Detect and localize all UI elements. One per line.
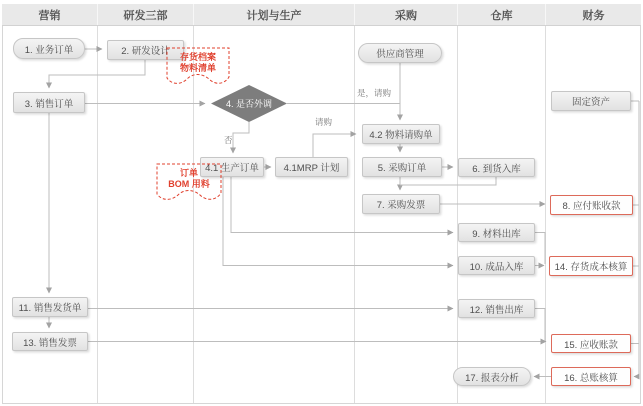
node-accounts-receivable: 15. 应收账款: [551, 334, 631, 353]
callout-line: 物料清单: [179, 63, 216, 73]
lane-header-marketing: 营销: [38, 9, 61, 22]
node-material-issue: 9. 材料出库: [458, 223, 535, 242]
callout-line: 存货档案: [179, 52, 216, 62]
node-material-requisition: 4.2 物料请购单: [362, 124, 440, 144]
node-rd-design: 2. 研发设计: [107, 40, 184, 60]
node-finished-goods-in: 10. 成品入库: [458, 256, 535, 275]
node-inventory-costing: 14. 存货成本核算: [549, 256, 633, 276]
node-mrp-plan: 4.1MRP 计划: [275, 157, 348, 177]
callout-inventory-file-bom: [166, 47, 230, 89]
node-general-ledger: 16. 总账核算: [551, 367, 631, 386]
callout-line: 订单: [179, 168, 198, 178]
node-supplier-management: 供应商管理: [358, 43, 442, 63]
node-production-order: 4.1 生产订单: [200, 157, 264, 177]
callout-order-bom-usage: [156, 163, 222, 205]
node-business-order: 1. 业务订单: [13, 38, 85, 59]
edge-label-no: 否: [224, 135, 233, 145]
node-purchase-invoice: 7. 采购发票: [362, 194, 440, 214]
node-sales-invoice: 13. 销售发票: [12, 332, 88, 351]
node-purchase-order: 5. 采购订单: [362, 157, 442, 177]
lane-header-purchasing: 采购: [354, 4, 457, 25]
edge-label-purchase: 请购: [315, 117, 333, 127]
node-fixed-assets: 固定资产: [551, 91, 631, 111]
node-sales-issue: 12. 销售出库: [458, 299, 535, 318]
callout-line: BOM 用料: [168, 179, 210, 189]
decision-label: 4. 是否外调: [225, 99, 272, 109]
node-goods-receipt: 6. 到货入库: [458, 158, 535, 177]
lane-header-planning: 计划与生产: [193, 4, 354, 25]
node-sales-order: 3. 销售订单: [13, 92, 85, 113]
edge-label-yes-purchase: 是，请购: [357, 88, 392, 98]
node-sales-delivery: 11. 销售发货单: [12, 297, 88, 317]
node-report-analysis: 17. 报表分析: [453, 367, 531, 386]
decision-outsource-or-not: [211, 85, 287, 122]
lane-header-warehouse: 仓库: [457, 4, 545, 25]
lane-header-finance: 财务: [545, 4, 641, 25]
node-accounts-payable: 8. 应付账收款: [550, 195, 633, 215]
lane-header-rnd: 研发三部: [97, 4, 193, 25]
